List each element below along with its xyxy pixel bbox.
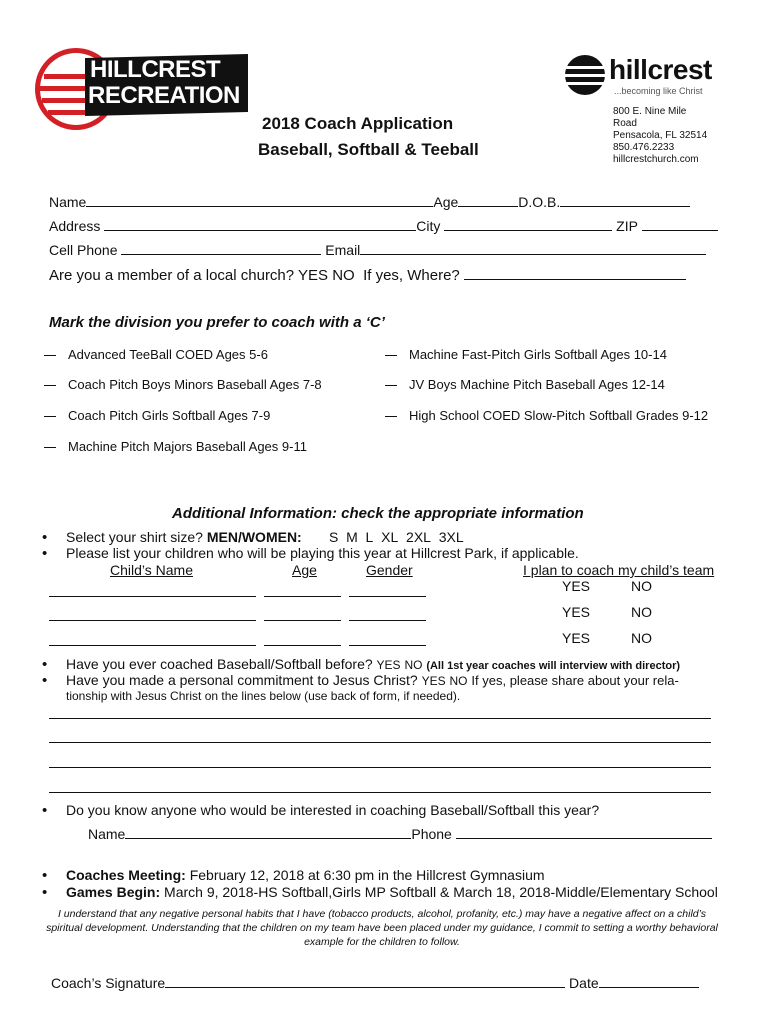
bullet-icon: • [42, 672, 48, 689]
division-option[interactable] [385, 347, 667, 362]
games-text: March 9, 2018-HS Softball,Girls MP Softball & March 18, 2018-Middle/Elementary School [164, 884, 718, 900]
city-label: City [416, 218, 441, 234]
page-subtitle: Baseball, Softball & Teeball [258, 140, 479, 159]
child-name-field[interactable] [49, 596, 256, 597]
email-field[interactable] [360, 242, 706, 255]
no-label: NO [449, 674, 468, 688]
bullet-icon: • [42, 529, 48, 546]
name-row [49, 194, 690, 210]
child2-no-checkbox[interactable] [631, 604, 652, 620]
church-yes-label: YES [298, 267, 329, 284]
yes-label: YES [562, 578, 591, 594]
shirt-size-m[interactable] [346, 529, 358, 545]
additional-heading: Additional Information: check the appropriate information [172, 505, 584, 522]
address-label: Address [49, 218, 101, 234]
jesus-share-text: If yes, please share about your rela- [471, 673, 679, 688]
signature-field[interactable] [165, 975, 565, 988]
address-line: 850.476.2233 [613, 142, 675, 153]
date-label: Date [569, 975, 599, 991]
division-heading: Mark the division you prefer to coach with a ‘C’ [49, 314, 385, 331]
yes-label: YES [376, 658, 401, 672]
division-option[interactable] [44, 377, 322, 392]
church-tagline: ...becoming like Christ [614, 86, 703, 96]
church-name: hillcrest [609, 54, 712, 85]
referral-name-field[interactable] [125, 826, 411, 839]
shirt-row [66, 529, 464, 545]
games-label: Games Begin: [66, 884, 161, 900]
meeting-label: Coaches Meeting: [66, 867, 186, 883]
child3-yes-checkbox[interactable] [562, 630, 590, 646]
dob-label: D.O.B. [518, 194, 561, 210]
bullet-icon: • [42, 656, 48, 673]
page-title: 2018 Coach Application [262, 114, 454, 133]
age-field[interactable] [458, 194, 518, 207]
child-age-field[interactable] [264, 645, 341, 646]
jesus-question: Have you made a personal commitment to Jesus Christ? [66, 672, 418, 688]
division-label: Advanced TeeBall COED Ages 5-6 [68, 347, 268, 362]
referral-phone-label: Phone [411, 826, 452, 842]
address-line: Pensacola, FL 32514 [613, 130, 708, 141]
child-age-field[interactable] [264, 620, 341, 621]
division-option[interactable] [44, 347, 268, 362]
city-field[interactable] [444, 218, 612, 231]
email-label: Email [325, 242, 361, 258]
bullet-icon: • [42, 545, 48, 562]
children-prompt: Please list your children who will be playing this year at Hillcrest Park, if applicable. [66, 545, 579, 561]
bullet-icon: • [42, 867, 48, 884]
dob-field[interactable] [560, 194, 690, 207]
address-field[interactable] [104, 218, 416, 231]
address-line: hillcrestchurch.com [613, 154, 699, 165]
church-no-label: NO [332, 267, 355, 284]
bullet-icon: • [42, 802, 48, 819]
church-no-checkbox[interactable] [332, 267, 355, 284]
hillcrest-globe-icon [564, 54, 608, 96]
child1-yes-checkbox[interactable] [562, 578, 590, 594]
child3-no-checkbox[interactable] [631, 630, 652, 646]
jesus-no-checkbox[interactable] [450, 674, 468, 688]
games-row [66, 884, 718, 900]
no-label: NO [631, 604, 652, 620]
child-name-header: Child’s Name [110, 562, 193, 578]
referral-name-label: Name [88, 826, 126, 842]
meeting-text: February 12, 2018 at 6:30 pm in the Hillcrest Gymnasium [189, 867, 545, 883]
child1-no-checkbox[interactable] [631, 578, 652, 594]
cell-field[interactable] [121, 242, 321, 255]
age-label: Age [433, 194, 459, 210]
address-line: Road [613, 118, 637, 129]
yes-label: YES [562, 630, 591, 646]
testimony-line[interactable] [49, 742, 711, 743]
zip-field[interactable] [642, 218, 718, 231]
size-label: XL [381, 529, 399, 545]
no-label: NO [404, 658, 423, 672]
division-option[interactable] [385, 408, 708, 423]
division-label: Coach Pitch Girls Softball Ages 7-9 [68, 408, 271, 423]
division-label: Machine Fast-Pitch Girls Softball Ages 10-14 [409, 347, 667, 362]
church-where-label: If yes, Where? [363, 267, 460, 284]
shirt-label: MEN/WOMEN: [206, 529, 302, 545]
child-name-field[interactable] [49, 620, 256, 621]
shirt-size-xl[interactable] [381, 529, 398, 545]
church-address [613, 106, 707, 166]
church-question: Are you a member of a local church? [49, 267, 295, 284]
division-label: JV Boys Machine Pitch Baseball Ages 12-14 [409, 377, 665, 392]
address-row [49, 218, 718, 234]
logo-line2: RECREATION [88, 82, 240, 109]
signature-row [51, 975, 699, 991]
child-age-field[interactable] [264, 596, 341, 597]
zip-label: ZIP [616, 218, 638, 234]
referral-question: Do you know anyone who would be interested in coaching Baseball/Softball this year? [66, 802, 600, 818]
coached-row [66, 656, 680, 672]
size-label: 2XL [406, 529, 431, 545]
no-label: NO [631, 578, 652, 594]
name-label: Name [49, 194, 87, 210]
church-row [49, 267, 686, 284]
division-label: Coach Pitch Boys Minors Baseball Ages 7-8 [68, 377, 322, 392]
child-gender-field[interactable] [349, 596, 426, 597]
testimony-line[interactable] [49, 792, 711, 793]
shirt-size-l[interactable] [366, 529, 374, 545]
no-label: NO [631, 630, 652, 646]
signature-label: Coach’s Signature [51, 975, 166, 991]
division-option[interactable] [44, 408, 270, 423]
coach-child-header: I plan to coach my child’s team [523, 562, 715, 578]
coached-question: Have you ever coached Baseball/Softball before? [66, 656, 373, 672]
shirt-size-2xl[interactable] [406, 529, 431, 545]
jesus-row [66, 672, 679, 688]
hillcrest-recreation-logo [30, 46, 252, 132]
division-label: Machine Pitch Majors Baseball Ages 9-11 [68, 439, 307, 454]
cell-label: Cell Phone [49, 242, 118, 258]
jesus-yes-checkbox[interactable] [422, 674, 446, 688]
church-yes-checkbox[interactable] [298, 267, 328, 284]
coached-no-checkbox[interactable] [404, 658, 422, 672]
size-label: L [365, 529, 374, 545]
church-where-field[interactable] [464, 267, 686, 280]
coached-yes-checkbox[interactable] [377, 658, 401, 672]
jesus-share-text-2: tionship with Jesus Christ on the lines below (use back of form, if needed). [66, 689, 461, 703]
disclaimer-text: I understand that any negative personal habits that I have (tobacco products, alcohol, profanity, etc.) may have a negative affect on a child’s spiritual development. Understanding that the children on my team have been placed under my guidance, I commit to setting a worthy behavioral example for the children to follow. [46, 908, 718, 948]
contact-row [49, 242, 706, 258]
name-field[interactable] [86, 194, 433, 207]
date-field[interactable] [599, 975, 699, 988]
division-label: High School COED Slow-Pitch Softball Grades 9-12 [409, 408, 709, 423]
coached-note: (All 1st year coaches will interview with director) [426, 660, 681, 672]
hillcrest-church-logo [564, 54, 734, 98]
bullet-icon: • [42, 884, 48, 901]
testimony-line[interactable] [49, 718, 711, 719]
address-line: 800 E. Nine Mile [613, 106, 687, 117]
meeting-row [66, 867, 545, 883]
child2-yes-checkbox[interactable] [562, 604, 590, 620]
referral-row [88, 826, 712, 842]
logo-line1: HILLCREST [90, 56, 221, 83]
yes-label: YES [421, 674, 446, 688]
division-option[interactable] [44, 439, 307, 454]
child-gender-header: Gender [366, 562, 413, 578]
size-label: S [328, 529, 339, 545]
child-name-field[interactable] [49, 645, 256, 646]
child-gender-field[interactable] [349, 645, 426, 646]
shirt-size-3xl[interactable] [439, 529, 464, 545]
yes-label: YES [562, 604, 591, 620]
size-label: M [346, 529, 358, 545]
shirt-size-s[interactable] [329, 529, 338, 545]
shirt-question: Select your shirt size? [66, 529, 203, 545]
division-option[interactable] [385, 377, 665, 392]
child-gender-field[interactable] [349, 620, 426, 621]
referral-phone-field[interactable] [456, 826, 712, 839]
testimony-line[interactable] [49, 767, 711, 768]
size-label: 3XL [438, 529, 464, 545]
child-age-header: Age [292, 562, 317, 578]
